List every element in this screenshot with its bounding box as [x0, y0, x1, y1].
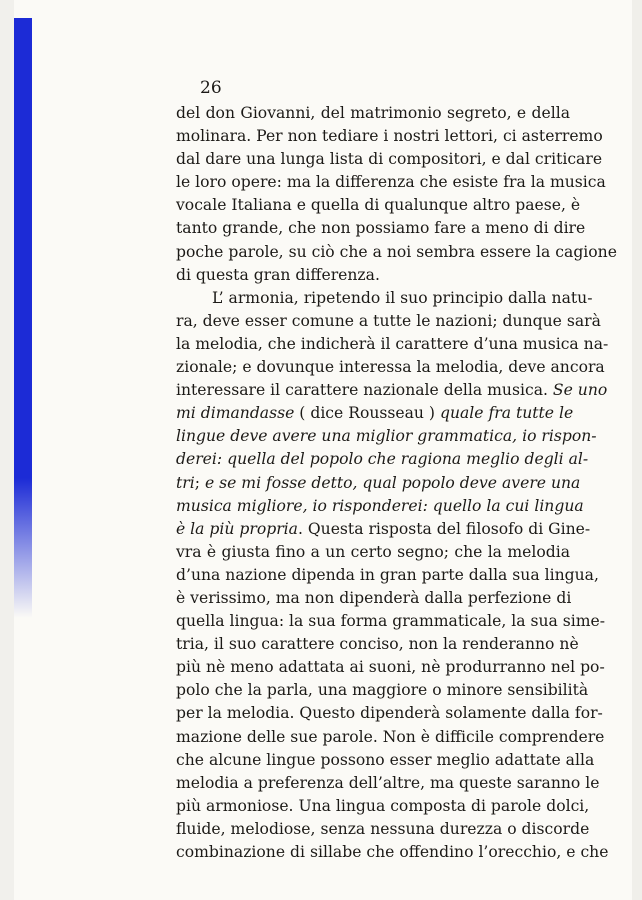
italic-segment: e se mi fosse detto, qual popolo deve avere una: [204, 473, 581, 492]
text-line: tria, il suo carattere conciso, non la renderanno nè: [176, 635, 579, 654]
italic-segment: Se uno: [552, 381, 608, 400]
text-segment: . Questa risposta del filosofo di Gine-: [297, 519, 591, 538]
text-line: dal dare una lunga lista di compositori, e dal criticare: [176, 150, 603, 169]
binding-edge-fade: [14, 478, 32, 618]
text-line: del don Giovanni, del matrimonio segreto, e della: [176, 104, 570, 122]
text-line: le loro opere: ma la differenza che esiste fra la musica: [176, 173, 606, 192]
text-line: [176, 472, 581, 495]
text-line: derei: quella del popolo che ragiona meglio degli al-: [176, 450, 589, 469]
text-line: per la melodia. Questo dipenderà solamente dalla for-: [176, 704, 603, 723]
text-line: combinazione di sillabe che offendino l’orecchio, e che: [176, 843, 609, 861]
text-line: vocale Italiana e quella di qualunque altro paese, è: [176, 196, 581, 215]
italic-segment: mi dimandasse: [176, 404, 295, 423]
text-line: fluide, melodiose, senza nessuna durezza o discorde: [176, 819, 590, 838]
text-segment: ( dice Rousseau ): [294, 404, 440, 423]
text-line: la melodia, che indicherà il carattere d’una musica na-: [176, 334, 609, 353]
text-line: più armoniose. Una lingua composta di parole dolci,: [176, 796, 590, 815]
text-line: mazione delle sue parole. Non è difficile comprendere: [176, 727, 605, 746]
text-line: più nè meno adattata ai suoni, nè produrranno nel po-: [176, 658, 605, 677]
text-line: musica migliore, io risponderei: quello la cui lingua: [176, 496, 584, 515]
italic-segment: tri: [176, 473, 195, 492]
text-line: lingue deve avere una miglior grammatica, io rispon-: [176, 427, 597, 446]
text-line: melodia a preferenza dell’altre, ma queste saranno le: [176, 773, 600, 792]
page-edge-shade: [632, 0, 642, 900]
text-segment: ;: [194, 473, 205, 492]
text-line: molinara. Per non tediare i nostri lettori, ci asterremo: [176, 127, 603, 146]
text-segment: interessare il carattere nazionale della musica.: [176, 381, 553, 400]
text-line: ra, deve esser comune a tutte le nazioni; dunque sarà: [176, 311, 601, 330]
text-line: che alcune lingue possono esser meglio adattate alla: [176, 750, 595, 769]
text-line: vra è giusta fino a un certo segno; che la melodia: [176, 542, 570, 561]
text-line: [176, 402, 574, 425]
text-line: di questa gran differenza.: [176, 265, 380, 284]
text-line: zionale; e dovunque interessa la melodia, deve ancora: [176, 358, 605, 377]
text-line: [176, 379, 608, 402]
text-line: poche parole, su ciò che a noi sembra essere la cagione: [176, 242, 617, 261]
text-line: [176, 518, 591, 541]
text-line: d’una nazione dipenda in gran parte dalla sua lingua,: [176, 565, 599, 584]
text-line: L’ armonia, ripetendo il suo principio dalla natu-: [212, 288, 593, 307]
italic-segment: è la più propria: [176, 519, 298, 538]
text-line: è verissimo, ma non dipenderà dalla perfezione di: [176, 588, 572, 607]
body-text: [176, 102, 617, 864]
text-line: polo che la parla, una maggiore o minore sensibilità: [176, 681, 589, 700]
italic-segment: quale fra tutte le: [439, 404, 574, 423]
text-line: tanto grande, che non possiamo fare a meno di dire: [176, 219, 586, 238]
text-line: quella lingua: la sua forma grammaticale, la sua sime-: [176, 612, 606, 631]
page-number: 26: [200, 78, 222, 98]
page-gutter-shade: [0, 0, 14, 900]
binding-edge-mark: [14, 18, 32, 478]
